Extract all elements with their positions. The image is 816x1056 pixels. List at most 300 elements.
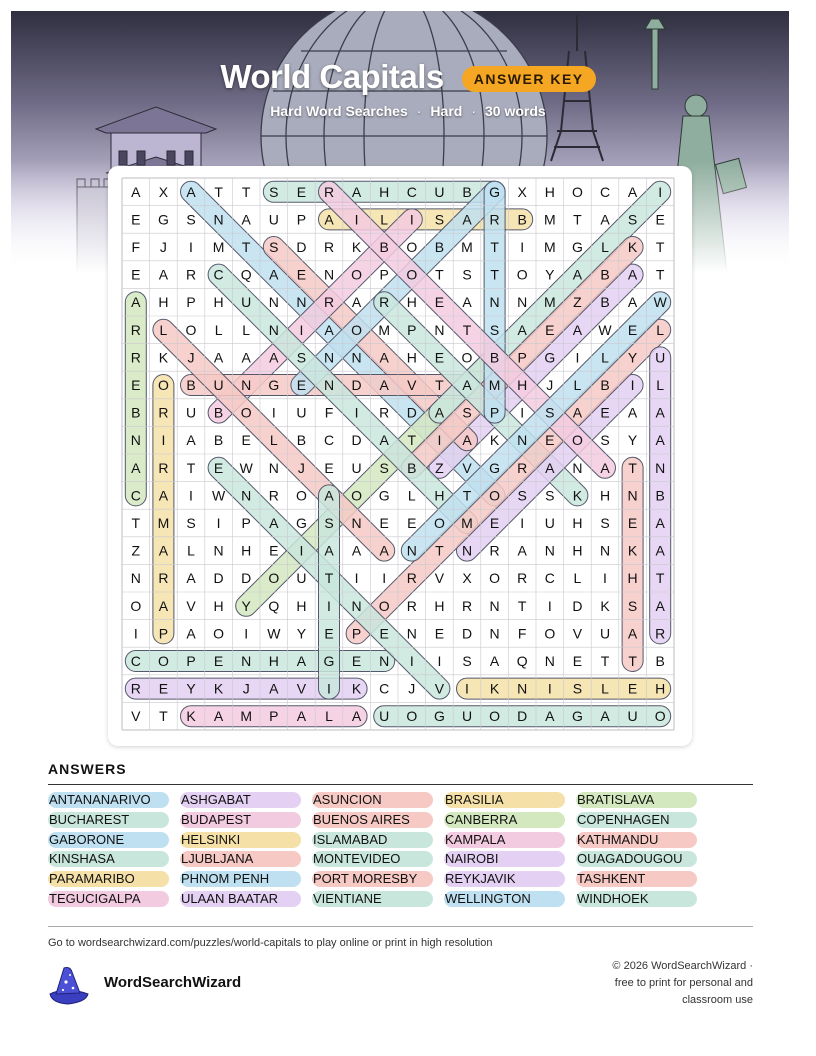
grid-letter[interactable]: O [433,515,445,531]
grid-letter[interactable]: I [465,680,469,697]
grid-letter[interactable]: R [461,597,473,614]
grid-letter[interactable]: M [543,239,556,255]
grid-letter[interactable]: A [462,294,472,311]
grid-letter[interactable]: A [627,183,638,200]
grid-letter[interactable]: C [544,570,555,587]
grid-letter[interactable]: C [599,183,611,200]
grid-letter[interactable]: O [351,321,363,338]
grid-letter[interactable]: N [241,653,252,669]
grid-letter[interactable]: E [351,653,362,669]
grid-letter[interactable]: A [600,708,610,725]
grid-letter[interactable]: V [462,459,472,476]
grid-letter[interactable]: I [244,625,249,642]
grid-letter[interactable]: A [269,680,279,697]
grid-letter[interactable]: C [130,487,141,504]
grid-letter[interactable]: A [600,459,610,476]
grid-letter[interactable]: M [378,321,391,338]
grid-letter[interactable]: D [406,404,417,421]
grid-letter[interactable]: E [269,542,279,559]
grid-letter[interactable]: A [213,708,224,725]
grid-letter[interactable]: G [571,708,583,725]
grid-letter[interactable]: A [462,432,472,449]
grid-letter[interactable]: T [131,515,141,531]
grid-letter[interactable]: P [241,515,251,531]
grid-letter[interactable]: N [268,321,279,338]
grid-letter[interactable]: L [269,432,278,449]
grid-letter[interactable]: Z [435,459,444,476]
grid-letter[interactable]: L [601,239,609,255]
grid-letter[interactable]: R [158,459,169,476]
grid-letter[interactable]: A [627,294,638,311]
grid-letter[interactable]: B [131,404,141,421]
grid-letter[interactable]: N [296,294,307,311]
grid-letter[interactable]: A [186,432,196,449]
grid-letter[interactable]: L [656,321,665,338]
grid-letter[interactable]: U [351,459,362,476]
grid-letter[interactable]: L [159,321,168,338]
grid-letter[interactable]: U [379,708,390,725]
grid-letter[interactable]: L [242,321,251,338]
grid-letter[interactable]: G [295,515,307,531]
grid-letter[interactable]: U [241,294,252,311]
grid-letter[interactable]: N [489,597,500,614]
grid-letter[interactable]: O [157,653,169,669]
grid-letter[interactable]: D [351,377,362,393]
grid-letter[interactable]: A [572,404,583,421]
grid-letter[interactable]: H [241,542,252,559]
grid-letter[interactable]: H [517,377,528,393]
grid-letter[interactable]: N [599,542,611,559]
grid-letter[interactable]: A [434,404,445,421]
grid-letter[interactable]: N [544,653,555,669]
grid-letter[interactable]: A [269,515,279,531]
grid-letter[interactable]: L [325,708,333,725]
grid-letter[interactable]: S [462,404,472,421]
grid-letter[interactable]: R [323,239,335,255]
grid-letter[interactable]: A [324,321,334,338]
grid-letter[interactable]: U [296,404,307,421]
grid-letter[interactable]: S [269,239,279,255]
grid-letter[interactable]: R [655,625,666,642]
grid-letter[interactable]: X [517,183,527,200]
grid-letter[interactable]: A [655,432,665,449]
grid-letter[interactable]: K [489,432,500,449]
grid-letter[interactable]: S [517,487,527,504]
grid-letter[interactable]: A [379,432,389,449]
grid-letter[interactable]: H [213,597,224,614]
grid-letter[interactable]: O [406,708,418,725]
grid-letter[interactable]: A [241,211,251,228]
grid-letter[interactable]: L [214,321,223,338]
grid-letter[interactable]: E [545,432,555,449]
grid-letter[interactable]: B [462,183,472,200]
grid-letter[interactable]: K [489,680,500,697]
grid-letter[interactable]: T [462,321,472,338]
grid-letter[interactable]: S [434,211,445,228]
grid-letter[interactable]: N [379,653,390,669]
grid-letter[interactable]: T [655,239,665,255]
grid-letter[interactable]: A [351,294,362,311]
grid-letter[interactable]: I [409,211,414,228]
grid-letter[interactable]: W [211,487,226,504]
grid-letter[interactable]: L [656,377,665,393]
grid-letter[interactable]: A [296,653,307,669]
grid-letter[interactable]: T [490,266,499,283]
grid-letter[interactable]: V [434,570,445,587]
grid-letter[interactable]: O [406,239,418,255]
grid-letter[interactable]: A [324,211,334,228]
grid-letter[interactable]: A [351,183,362,200]
grid-letter[interactable]: S [600,432,610,449]
grid-letter[interactable]: A [489,653,500,669]
grid-letter[interactable]: S [545,487,555,504]
grid-letter[interactable]: B [600,294,610,311]
grid-letter[interactable]: O [654,708,666,725]
grid-letter[interactable]: U [185,404,197,421]
grid-letter[interactable]: I [354,570,359,587]
grid-letter[interactable]: V [434,680,445,697]
grid-letter[interactable]: I [547,680,552,697]
grid-letter[interactable]: R [185,266,197,283]
grid-letter[interactable]: B [213,404,224,421]
grid-letter[interactable]: O [406,266,418,283]
grid-letter[interactable]: V [131,708,141,725]
grid-letter[interactable]: H [296,597,307,614]
grid-letter[interactable]: N [351,349,362,366]
grid-letter[interactable]: S [627,597,638,614]
footer-link-text[interactable]: Go to wordsearchwizard.com/puzzles/world-capitals to play online or print in high resolution [48,937,493,949]
grid-letter[interactable]: P [269,708,279,725]
grid-letter[interactable]: K [351,239,362,255]
grid-letter[interactable]: R [323,294,335,311]
grid-letter[interactable]: Y [186,680,196,697]
grid-letter[interactable]: H [379,183,390,200]
grid-letter[interactable]: I [520,239,525,255]
grid-letter[interactable]: E [324,459,334,476]
grid-letter[interactable]: O [489,570,501,587]
grid-letter[interactable]: B [186,377,196,393]
grid-letter[interactable]: I [658,183,663,200]
grid-letter[interactable]: N [489,625,500,642]
grid-letter[interactable]: T [241,239,251,255]
grid-letter[interactable]: A [379,377,389,393]
grid-letter[interactable]: C [213,266,224,283]
grid-letter[interactable]: I [354,211,359,228]
grid-letter[interactable]: M [543,294,556,311]
grid-letter[interactable]: T [186,459,196,476]
grid-letter[interactable]: B [296,432,307,449]
grid-letter[interactable]: H [599,487,611,504]
grid-letter[interactable]: H [406,294,417,311]
grid-letter[interactable]: A [131,459,141,476]
grid-letter[interactable]: N [544,542,555,559]
grid-letter[interactable]: U [213,377,224,393]
grid-letter[interactable]: G [489,459,501,476]
grid-letter[interactable]: C [323,432,335,449]
grid-letter[interactable]: I [547,597,552,614]
grid-letter[interactable]: N [351,597,362,614]
grid-letter[interactable]: E [213,653,224,669]
grid-letter[interactable]: E [131,377,141,393]
grid-letter[interactable]: K [186,708,196,725]
grid-letter[interactable]: R [130,680,141,697]
grid-letter[interactable]: E [434,294,445,311]
grid-letter[interactable]: V [572,625,583,642]
grid-letter[interactable]: H [627,570,638,587]
grid-letter[interactable]: F [131,239,141,255]
grid-letter[interactable]: M [461,515,473,531]
grid-letter[interactable]: U [627,708,638,725]
grid-letter[interactable]: N [489,294,500,311]
grid-letter[interactable]: A [186,570,196,587]
grid-letter[interactable]: P [517,349,527,366]
grid-letter[interactable]: O [157,377,169,393]
grid-letter[interactable]: E [324,625,334,642]
grid-letter[interactable]: N [572,459,583,476]
grid-letter[interactable]: D [213,570,224,587]
grid-letter[interactable]: S [462,653,472,669]
grid-letter[interactable]: O [516,266,528,283]
grid-letter[interactable]: O [351,266,363,283]
grid-letter[interactable]: R [517,570,528,587]
grid-letter[interactable]: E [407,515,417,531]
grid-letter[interactable]: A [351,542,362,559]
grid-letter[interactable]: N [517,432,528,449]
grid-letter[interactable]: T [628,459,637,476]
grid-letter[interactable]: P [186,653,196,669]
grid-letter[interactable]: T [214,183,223,200]
grid-letter[interactable]: R [130,321,141,338]
grid-letter[interactable]: I [327,680,331,697]
grid-letter[interactable]: V [186,597,196,614]
grid-letter[interactable]: B [213,432,224,449]
grid-letter[interactable]: R [130,349,141,366]
grid-letter[interactable]: L [407,487,416,504]
grid-letter[interactable]: O [295,487,307,504]
grid-letter[interactable]: P [186,294,196,311]
grid-letter[interactable]: E [131,211,141,228]
grid-letter[interactable]: N [655,459,666,476]
grid-letter[interactable]: U [544,515,555,531]
grid-letter[interactable]: E [379,515,389,531]
grid-letter[interactable]: N [241,377,252,393]
grid-letter[interactable]: A [572,321,583,338]
grid-letter[interactable]: N [323,349,335,366]
grid-letter[interactable]: O [571,183,583,200]
grid-letter[interactable]: K [600,597,610,614]
grid-letter[interactable]: R [406,570,417,587]
grid-letter[interactable]: S [379,459,389,476]
grid-letter[interactable]: H [406,349,417,366]
grid-letter[interactable]: F [324,404,334,421]
grid-letter[interactable]: R [489,542,500,559]
grid-letter[interactable]: N [268,459,279,476]
grid-letter[interactable]: Z [131,542,141,559]
grid-letter[interactable]: Y [545,266,555,283]
grid-letter[interactable]: K [213,680,224,697]
grid-letter[interactable]: A [545,708,555,725]
grid-letter[interactable]: I [520,515,525,531]
grid-letter[interactable]: G [157,211,169,228]
grid-letter[interactable]: A [462,377,472,393]
grid-letter[interactable]: O [185,321,197,338]
grid-letter[interactable]: A [186,183,196,200]
grid-letter[interactable]: A [131,294,141,311]
grid-letter[interactable]: P [407,321,417,338]
grid-letter[interactable]: U [461,708,473,725]
grid-letter[interactable]: V [296,680,307,697]
grid-letter[interactable]: T [435,542,444,559]
grid-letter[interactable]: M [212,239,225,255]
grid-letter[interactable]: I [603,570,607,587]
grid-letter[interactable]: R [517,459,528,476]
grid-letter[interactable]: H [572,515,583,531]
grid-letter[interactable]: H [213,294,224,311]
grid-letter[interactable]: D [572,597,583,614]
grid-letter[interactable]: A [351,708,362,725]
grid-letter[interactable]: O [571,432,583,449]
grid-letter[interactable]: U [268,211,279,228]
grid-letter[interactable]: T [241,183,251,200]
grid-letter[interactable]: P [296,211,307,228]
grid-letter[interactable]: A [627,404,638,421]
grid-letter[interactable]: N [461,542,473,559]
grid-letter[interactable]: M [157,515,170,531]
grid-letter[interactable]: A [655,597,665,614]
grid-letter[interactable]: H [158,294,169,311]
grid-letter[interactable]: E [379,625,389,642]
grid-letter[interactable]: B [379,239,389,255]
grid-letter[interactable]: Q [240,266,252,283]
grid-letter[interactable]: N [351,515,362,531]
grid-letter[interactable]: X [462,570,472,587]
grid-letter[interactable]: N [130,570,141,587]
grid-letter[interactable]: K [158,349,169,366]
grid-letter[interactable]: N [213,542,224,559]
grid-letter[interactable]: I [575,349,580,366]
grid-letter[interactable]: O [351,487,363,504]
grid-letter[interactable]: X [158,183,169,200]
grid-letter[interactable]: H [655,680,666,697]
grid-letter[interactable]: N [323,377,335,393]
grid-letter[interactable]: G [268,377,280,393]
grid-letter[interactable]: J [408,680,416,697]
grid-letter[interactable]: D [296,239,307,255]
grid-letter[interactable]: A [158,597,169,614]
grid-letter[interactable]: A [186,625,196,642]
grid-letter[interactable]: Y [296,625,307,642]
grid-letter[interactable]: Z [573,294,582,311]
grid-letter[interactable]: S [627,211,638,228]
grid-letter[interactable]: N [406,542,417,559]
grid-letter[interactable]: O [378,597,390,614]
grid-letter[interactable]: T [655,266,665,283]
grid-letter[interactable]: I [189,239,193,255]
grid-letter[interactable]: O [544,625,556,642]
grid-letter[interactable]: C [406,183,417,200]
grid-letter[interactable]: E [434,349,445,366]
grid-letter[interactable]: S [324,515,334,531]
grid-letter[interactable]: E [627,680,638,697]
grid-letter[interactable]: R [158,570,169,587]
grid-letter[interactable]: E [627,515,638,531]
grid-letter[interactable]: E [213,459,224,476]
grid-letter[interactable]: S [489,321,500,338]
grid-letter[interactable]: A [296,708,307,725]
grid-letter[interactable]: S [186,515,196,531]
grid-letter[interactable]: Y [627,432,638,449]
grid-letter[interactable]: S [269,183,279,200]
grid-letter[interactable]: N [323,266,335,283]
grid-letter[interactable]: N [517,680,528,697]
grid-letter[interactable]: R [489,211,500,228]
grid-letter[interactable]: A [655,542,665,559]
grid-letter[interactable]: N [268,294,279,311]
grid-letter[interactable]: W [653,294,667,311]
grid-letter[interactable]: N [213,211,224,228]
grid-letter[interactable]: O [489,487,501,504]
grid-letter[interactable]: I [354,404,359,421]
grid-letter[interactable]: C [130,653,141,669]
grid-letter[interactable]: T [628,653,637,669]
grid-letter[interactable]: L [573,570,582,587]
grid-letter[interactable]: L [380,211,389,228]
grid-letter[interactable]: E [434,625,445,642]
grid-letter[interactable]: W [239,459,253,476]
grid-letter[interactable]: A [655,404,665,421]
grid-letter[interactable]: E [296,266,307,283]
grid-letter[interactable]: T [324,570,334,587]
grid-letter[interactable]: A [517,542,527,559]
grid-letter[interactable]: D [241,570,252,587]
grid-letter[interactable]: E [572,653,583,669]
grid-letter[interactable]: T [407,432,417,449]
grid-letter[interactable]: A [517,321,527,338]
grid-letter[interactable]: E [158,680,169,697]
grid-letter[interactable]: A [158,487,169,504]
grid-letter[interactable]: R [158,404,169,421]
grid-letter[interactable]: H [544,183,555,200]
grid-letter[interactable]: E [241,432,251,449]
grid-letter[interactable]: O [213,625,225,642]
grid-letter[interactable]: G [378,487,390,504]
grid-letter[interactable]: I [133,625,138,642]
grid-letter[interactable]: U [434,183,445,200]
grid-letter[interactable]: J [242,680,250,697]
brand-name[interactable]: WordSearchWizard [104,974,242,991]
grid-letter[interactable]: T [655,570,665,587]
grid-letter[interactable]: O [268,570,280,587]
grid-letter[interactable]: E [296,377,307,393]
grid-letter[interactable]: J [187,349,195,366]
grid-letter[interactable]: B [434,239,445,255]
grid-letter[interactable]: B [600,377,610,393]
grid-letter[interactable]: I [437,653,442,669]
grid-letter[interactable]: U [296,570,307,587]
grid-letter[interactable]: G [433,708,445,725]
grid-letter[interactable]: W [267,625,281,642]
grid-letter[interactable]: N [434,321,445,338]
grid-letter[interactable]: L [601,349,609,366]
grid-letter[interactable]: P [489,404,500,421]
grid-letter[interactable]: A [462,211,472,228]
grid-letter[interactable]: H [268,653,279,669]
grid-letter[interactable]: E [600,404,610,421]
grid-letter[interactable]: S [186,211,196,228]
grid-letter[interactable]: L [601,680,609,697]
grid-letter[interactable]: L [187,542,195,559]
grid-letter[interactable]: R [268,487,279,504]
